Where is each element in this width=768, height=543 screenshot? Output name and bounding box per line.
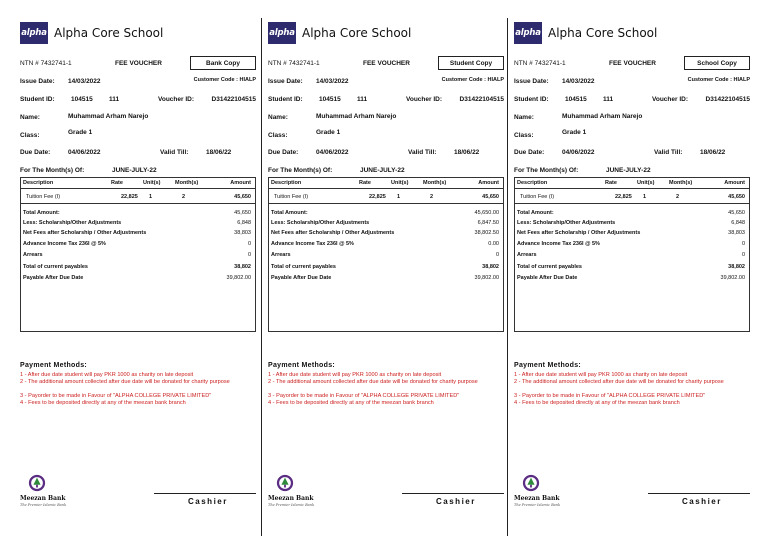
payment-note: 2 - The additional amount collected after due date will be donated for charity purpose xyxy=(268,379,478,385)
voucher-heading: FEE VOUCHER xyxy=(363,60,410,67)
customer-code: Customer Code : HIALP xyxy=(441,77,504,83)
valid-till-label: Valid Till: xyxy=(408,149,437,156)
logo-text: alpha xyxy=(269,28,295,38)
payment-methods-title: Payment Methods: xyxy=(20,362,88,369)
name-label: Name: xyxy=(20,114,40,121)
advance-tax-value: 0.00 xyxy=(488,241,499,247)
student-id-suffix: 111 xyxy=(357,96,368,103)
school-name: Alpha Core School xyxy=(302,26,412,40)
meezan-bank-logo-icon xyxy=(28,474,46,492)
bank-tagline: The Premier Islamic Bank xyxy=(514,503,561,507)
due-date-value: 04/06/2022 xyxy=(316,149,349,156)
school-name: Alpha Core School xyxy=(548,26,658,40)
payment-note: 2 - The additional amount collected after due date will be donated for charity purpose xyxy=(20,379,230,385)
student-id-value: 104515 xyxy=(71,96,93,103)
payable-after-due-value: 39,802.00 xyxy=(474,275,499,281)
col-rate: Rate xyxy=(111,180,123,186)
scholarship-value: 6,848 xyxy=(237,220,251,226)
bank-name: Meezan Bank xyxy=(268,495,314,502)
total-amount-value: 45,650 xyxy=(728,210,745,216)
ntn: NTN # 7432741-1 xyxy=(514,60,566,67)
cashier-label: Cashier xyxy=(682,497,722,506)
voucher-id-value: D31422104515 xyxy=(459,96,504,103)
tuition-amount: 45,650 xyxy=(482,194,499,200)
table-header-rule xyxy=(515,188,749,189)
table-row-rule xyxy=(515,203,749,204)
total-amount-label: Total Amount: xyxy=(517,210,554,216)
months-label: For The Month(s) Of: xyxy=(268,167,333,174)
issue-date-label: Issue Date: xyxy=(268,78,303,85)
total-current-value: 38,802 xyxy=(728,264,745,270)
name-label: Name: xyxy=(514,114,534,121)
class-value: Grade 1 xyxy=(562,129,587,136)
payment-note: 3 - Payorder to be made in Favour of "ALPHA COLLEGE PRIVATE LIMITED" xyxy=(20,393,212,399)
payment-methods-title: Payment Methods: xyxy=(514,362,582,369)
voucher-heading: FEE VOUCHER xyxy=(609,60,656,67)
issue-date-value: 14/03/2022 xyxy=(316,78,349,85)
due-date-value: 04/06/2022 xyxy=(68,149,101,156)
bank-name: Meezan Bank xyxy=(514,495,560,502)
scholarship-value: 6,848 xyxy=(731,220,745,226)
net-fees-value: 38,803 xyxy=(234,230,251,236)
customer-code: Customer Code : HIALP xyxy=(687,77,750,83)
fee-table xyxy=(268,177,504,332)
valid-till-value: 18/06/22 xyxy=(454,149,480,156)
voucher-id-label: Voucher ID: xyxy=(406,96,442,103)
advance-tax-label: Advance Income Tax 236I @ 5% xyxy=(517,241,600,247)
net-fees-label: Net Fees after Scholarship / Other Adjustments xyxy=(271,230,395,236)
student-id-label: Student ID: xyxy=(514,96,549,103)
copy-title: School Copy xyxy=(684,56,750,70)
col-rate: Rate xyxy=(605,180,617,186)
tuition-months: 2 xyxy=(182,194,186,200)
months-value: JUNE-JULY-22 xyxy=(606,167,651,174)
student-name: Muhammad Arham Narejo xyxy=(316,113,397,120)
fee-voucher xyxy=(514,10,750,536)
total-current-label: Total of current payables xyxy=(23,264,88,270)
arrears-value: 0 xyxy=(741,252,745,258)
net-fees-label: Net Fees after Scholarship / Other Adjustments xyxy=(517,230,641,236)
class-label: Class: xyxy=(268,132,288,139)
tuition-units: 1 xyxy=(643,194,647,200)
payment-note: 4 - Fees to be deposited directly at any of the meezan bank branch xyxy=(20,400,186,406)
fee-voucher xyxy=(268,10,504,536)
tuition-units: 1 xyxy=(149,194,153,200)
meezan-bank-logo-icon xyxy=(276,474,294,492)
ntn: NTN # 7432741-1 xyxy=(20,60,72,67)
meezan-bank-logo-icon xyxy=(522,474,540,492)
table-header-rule xyxy=(269,188,503,189)
payable-after-due-label: Payable After Due Date xyxy=(23,275,84,281)
tuition-label: Tuition Fee (I) xyxy=(26,194,61,200)
name-label: Name: xyxy=(268,114,288,121)
arrears-label: Arrears xyxy=(517,252,537,258)
cashier-signature-line xyxy=(402,493,504,494)
due-date-label: Due Date: xyxy=(20,149,51,156)
scholarship-label: Less: Scholarship/Other Adjustments xyxy=(271,220,370,226)
due-date-label: Due Date: xyxy=(268,149,299,156)
valid-till-value: 18/06/22 xyxy=(206,149,232,156)
payable-after-due-value: 39,802.00 xyxy=(720,275,745,281)
divider-1 xyxy=(261,18,262,536)
tuition-amount: 45,650 xyxy=(234,194,251,200)
fee-voucher xyxy=(20,10,256,536)
col-description: Description xyxy=(23,180,54,186)
total-current-label: Total of current payables xyxy=(517,264,582,270)
logo-text: alpha xyxy=(515,28,541,38)
student-name: Muhammad Arham Narejo xyxy=(562,113,643,120)
arrears-value: 0 xyxy=(495,252,499,258)
scholarship-label: Less: Scholarship/Other Adjustments xyxy=(23,220,122,226)
months-label: For The Month(s) Of: xyxy=(514,167,579,174)
voucher-id-value: D31422104515 xyxy=(211,96,256,103)
voucher-id-label: Voucher ID: xyxy=(652,96,688,103)
class-label: Class: xyxy=(20,132,40,139)
tuition-rate: 22,825 xyxy=(369,194,386,200)
cashier-label: Cashier xyxy=(436,497,476,506)
student-id-suffix: 111 xyxy=(603,96,614,103)
arrears-value: 0 xyxy=(247,252,251,258)
net-fees-value: 38,802.50 xyxy=(474,230,499,236)
total-amount-value: 45,650.00 xyxy=(474,210,499,216)
payment-note: 4 - Fees to be deposited directly at any of the meezan bank branch xyxy=(268,400,434,406)
tuition-rate: 22,825 xyxy=(615,194,632,200)
bank-name: Meezan Bank xyxy=(20,495,66,502)
total-amount-label: Total Amount: xyxy=(23,210,60,216)
col-amount: Amount xyxy=(478,180,499,186)
copy-title: Bank Copy xyxy=(190,56,256,70)
class-label: Class: xyxy=(514,132,534,139)
school-logo xyxy=(20,22,48,44)
voucher-id-label: Voucher ID: xyxy=(158,96,194,103)
table-row-rule xyxy=(269,203,503,204)
col-months: Month(s) xyxy=(423,180,447,186)
col-rate: Rate xyxy=(359,180,371,186)
payment-note: 1 - After due date student will pay PKR 1000 as charity on late deposit xyxy=(20,372,194,378)
tuition-label: Tuition Fee (I) xyxy=(520,194,555,200)
student-id-label: Student ID: xyxy=(20,96,55,103)
cashier-signature-line xyxy=(648,493,750,494)
arrears-label: Arrears xyxy=(271,252,291,258)
months-value: JUNE-JULY-22 xyxy=(360,167,405,174)
student-id-value: 104515 xyxy=(319,96,341,103)
col-amount: Amount xyxy=(230,180,251,186)
bank-tagline: The Premier Islamic Bank xyxy=(268,503,315,507)
advance-tax-value: 0 xyxy=(741,241,745,247)
payment-note: 4 - Fees to be deposited directly at any of the meezan bank branch xyxy=(514,400,680,406)
col-units: Unit(s) xyxy=(143,180,161,186)
col-units: Unit(s) xyxy=(391,180,409,186)
cashier-label: Cashier xyxy=(188,497,228,506)
voucher-heading: FEE VOUCHER xyxy=(115,60,162,67)
total-current-value: 38,802 xyxy=(234,264,251,270)
advance-tax-label: Advance Income Tax 236I @ 5% xyxy=(271,241,354,247)
student-id-value: 104515 xyxy=(565,96,587,103)
valid-till-value: 18/06/22 xyxy=(700,149,726,156)
student-id-label: Student ID: xyxy=(268,96,303,103)
tuition-months: 2 xyxy=(676,194,680,200)
due-date-label: Due Date: xyxy=(514,149,545,156)
col-description: Description xyxy=(271,180,302,186)
student-id-suffix: 111 xyxy=(109,96,120,103)
months-label: For The Month(s) Of: xyxy=(20,167,85,174)
advance-tax-label: Advance Income Tax 236I @ 5% xyxy=(23,241,106,247)
bank-tagline: The Premier Islamic Bank xyxy=(20,503,67,507)
issue-date-value: 14/03/2022 xyxy=(562,78,595,85)
fee-table xyxy=(20,177,256,332)
advance-tax-value: 0 xyxy=(247,241,251,247)
school-logo xyxy=(268,22,296,44)
scholarship-value: 6,847.50 xyxy=(477,220,499,226)
total-amount-value: 45,650 xyxy=(234,210,251,216)
scholarship-label: Less: Scholarship/Other Adjustments xyxy=(517,220,616,226)
payment-methods-title: Payment Methods: xyxy=(268,362,336,369)
total-current-label: Total of current payables xyxy=(271,264,336,270)
arrears-label: Arrears xyxy=(23,252,43,258)
tuition-months: 2 xyxy=(430,194,434,200)
divider-2 xyxy=(507,18,508,536)
col-description: Description xyxy=(517,180,548,186)
ntn: NTN # 7432741-1 xyxy=(268,60,320,67)
col-units: Unit(s) xyxy=(637,180,655,186)
issue-date-value: 14/03/2022 xyxy=(68,78,101,85)
valid-till-label: Valid Till: xyxy=(160,149,189,156)
payable-after-due-label: Payable After Due Date xyxy=(271,275,332,281)
cashier-signature-line xyxy=(154,493,256,494)
net-fees-value: 38,803 xyxy=(728,230,745,236)
tuition-rate: 22,825 xyxy=(121,194,138,200)
table-header-rule xyxy=(21,188,255,189)
payment-note: 2 - The additional amount collected after due date will be donated for charity purpose xyxy=(514,379,724,385)
total-current-value: 38,802 xyxy=(482,264,499,270)
tuition-amount: 45,650 xyxy=(728,194,745,200)
logo-text: alpha xyxy=(21,28,47,38)
col-months: Month(s) xyxy=(669,180,693,186)
payment-note: 1 - After due date student will pay PKR 1000 as charity on late deposit xyxy=(268,372,442,378)
issue-date-label: Issue Date: xyxy=(20,78,55,85)
class-value: Grade 1 xyxy=(68,129,93,136)
net-fees-label: Net Fees after Scholarship / Other Adjustments xyxy=(23,230,147,236)
payment-note: 3 - Payorder to be made in Favour of "ALPHA COLLEGE PRIVATE LIMITED" xyxy=(514,393,706,399)
tuition-label: Tuition Fee (I) xyxy=(274,194,309,200)
student-name: Muhammad Arham Narejo xyxy=(68,113,149,120)
due-date-value: 04/06/2022 xyxy=(562,149,595,156)
payable-after-due-label: Payable After Due Date xyxy=(517,275,578,281)
class-value: Grade 1 xyxy=(316,129,341,136)
total-amount-label: Total Amount: xyxy=(271,210,308,216)
col-amount: Amount xyxy=(724,180,745,186)
valid-till-label: Valid Till: xyxy=(654,149,683,156)
copy-title: Student Copy xyxy=(438,56,504,70)
school-name: Alpha Core School xyxy=(54,26,164,40)
table-row-rule xyxy=(21,203,255,204)
voucher-id-value: D31422104515 xyxy=(705,96,750,103)
fee-table xyxy=(514,177,750,332)
payment-note: 1 - After due date student will pay PKR 1000 as charity on late deposit xyxy=(514,372,688,378)
payment-note: 3 - Payorder to be made in Favour of "ALPHA COLLEGE PRIVATE LIMITED" xyxy=(268,393,460,399)
months-value: JUNE-JULY-22 xyxy=(112,167,157,174)
payable-after-due-value: 39,802.00 xyxy=(226,275,251,281)
tuition-units: 1 xyxy=(397,194,401,200)
issue-date-label: Issue Date: xyxy=(514,78,549,85)
customer-code: Customer Code : HIALP xyxy=(193,77,256,83)
col-months: Month(s) xyxy=(175,180,199,186)
school-logo xyxy=(514,22,542,44)
